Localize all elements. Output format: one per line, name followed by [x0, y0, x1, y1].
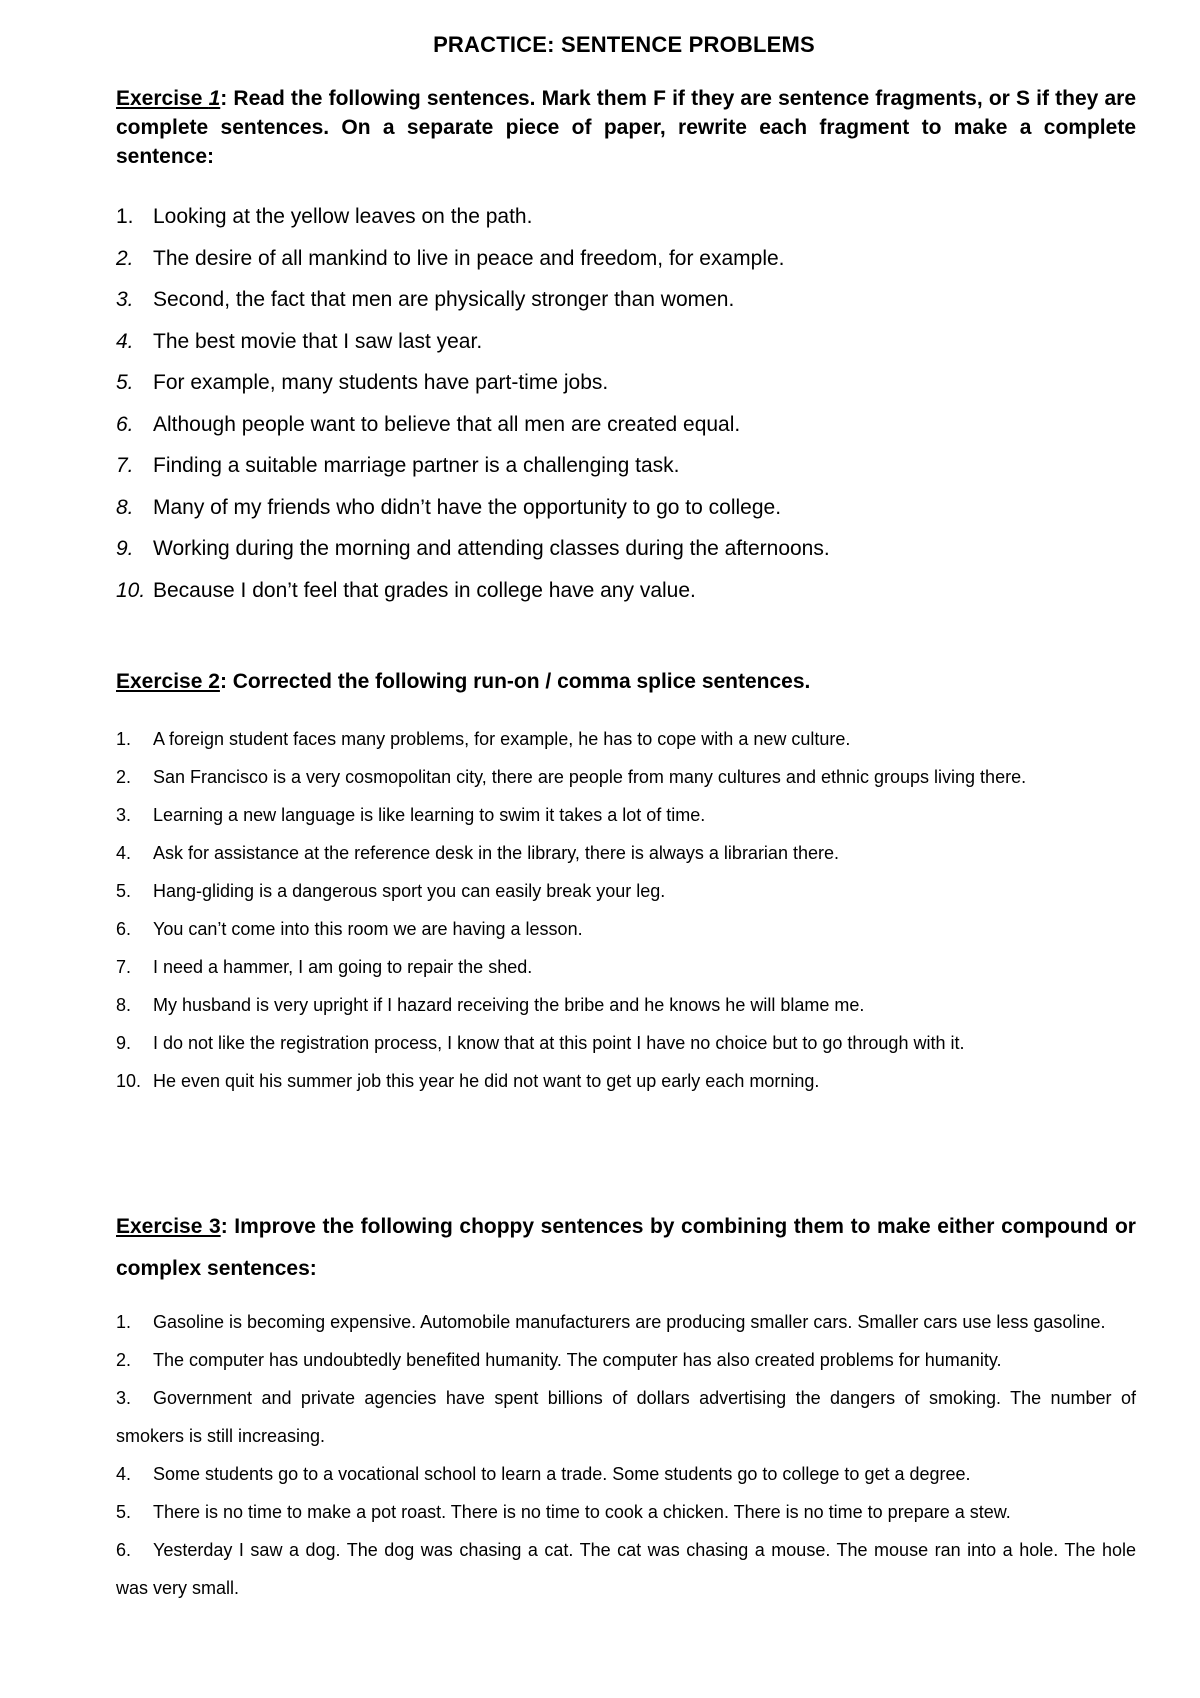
list-item: 10. He even quit his summer job this year he did not want to get up early each morning. [116, 1071, 820, 1091]
exercise-1-list [116, 204, 1136, 619]
list-item: 3. Second, the fact that men are physically stronger than women. [116, 288, 735, 311]
list-item: 6. Although people want to believe that all men are created equal. [116, 412, 741, 436]
exercise-1-heading [116, 84, 1136, 171]
exercise-1-label: Exercise 1 [116, 87, 221, 110]
list-item: 3. Learning a new language is like learning to swim it takes a lot of time. [116, 805, 706, 825]
exercise-3-instruction: : Improve the following choppy sentences by combining them to make either compound or complex sentences: [116, 1215, 1136, 1280]
exercise-1-instruction: : Read the following sentences. Mark them F if they are sentence fragments, or S if they are complete sentences. On a separate piece of paper, rewrite each fragment to make a complete sentence: [116, 87, 1136, 168]
list-item: 4. The best movie that I saw last year. [116, 329, 483, 353]
list-item: 1. Looking at the yellow leaves on the path. [116, 205, 533, 228]
exercise-3-label: Exercise 3 [116, 1215, 221, 1238]
exercise-2-instruction: : Corrected the following run-on / comma splice sentences. [219, 670, 811, 693]
list-item: 5. For example, many students have part-time jobs. [116, 371, 609, 394]
list-item: 3. Government and private agencies have spent billions of dollars advertising the dangers of smoking. The number of smokers is still increasing. [116, 1388, 1136, 1446]
exercise-3-list [116, 1303, 1136, 1607]
list-item: 9. Working during the morning and attending classes during the afternoons. [116, 537, 830, 560]
list-item: 4. Ask for assistance at the reference desk in the library, there is always a librarian there. [116, 843, 839, 863]
list-item: 7. I need a hammer, I am going to repair the shed. [116, 957, 533, 977]
exercise-2-list [116, 720, 1136, 1100]
list-item: 7. Finding a suitable marriage partner is a challenging task. [116, 454, 680, 477]
exercise-2-label: Exercise 2 [116, 670, 220, 693]
list-item: 9. I do not like the registration process, I know that at this point I have no choice but to go through with it. [116, 1033, 965, 1053]
list-item: 1. Gasoline is becoming expensive. Automobile manufacturers are producing smaller cars. Smaller cars use less gasoline. [116, 1312, 1106, 1332]
list-item: 2. The computer has undoubtedly benefited humanity. The computer has also created problems for humanity. [116, 1350, 1002, 1370]
list-item: 2. San Francisco is a very cosmopolitan city, there are people from many cultures and ethnic groups living there. [116, 767, 1027, 787]
list-item: 2. The desire of all mankind to live in peace and freedom, for example. [116, 246, 785, 270]
exercise-3-heading [116, 1206, 1136, 1290]
list-item: 5. Hang-gliding is a dangerous sport you can easily break your leg. [116, 881, 666, 901]
list-item: 8. Many of my friends who didn’t have the opportunity to go to college. [116, 495, 782, 519]
list-item: 5. There is no time to make a pot roast. There is no time to cook a chicken. There is no time to prepare a stew. [116, 1502, 1011, 1522]
list-item: 6. Yesterday I saw a dog. The dog was chasing a cat. The cat was chasing a mouse. The mouse ran into a hole. The hole was very small. [116, 1540, 1136, 1598]
list-item: 4. Some students go to a vocational school to learn a trade. Some students go to college to get a degree. [116, 1464, 971, 1484]
exercise-2-heading [116, 668, 1136, 696]
list-item: 8. My husband is very upright if I hazard receiving the bribe and he knows he will blame me. [116, 995, 865, 1015]
page-title: PRACTICE: SENTENCE PROBLEMS [433, 32, 815, 57]
list-item: 10. Because I don’t feel that grades in college have any value. [116, 578, 696, 602]
list-item: 1. A foreign student faces many problems, for example, he has to cope with a new culture. [116, 729, 851, 749]
list-item: 6. You can’t come into this room we are having a lesson. [116, 919, 583, 939]
